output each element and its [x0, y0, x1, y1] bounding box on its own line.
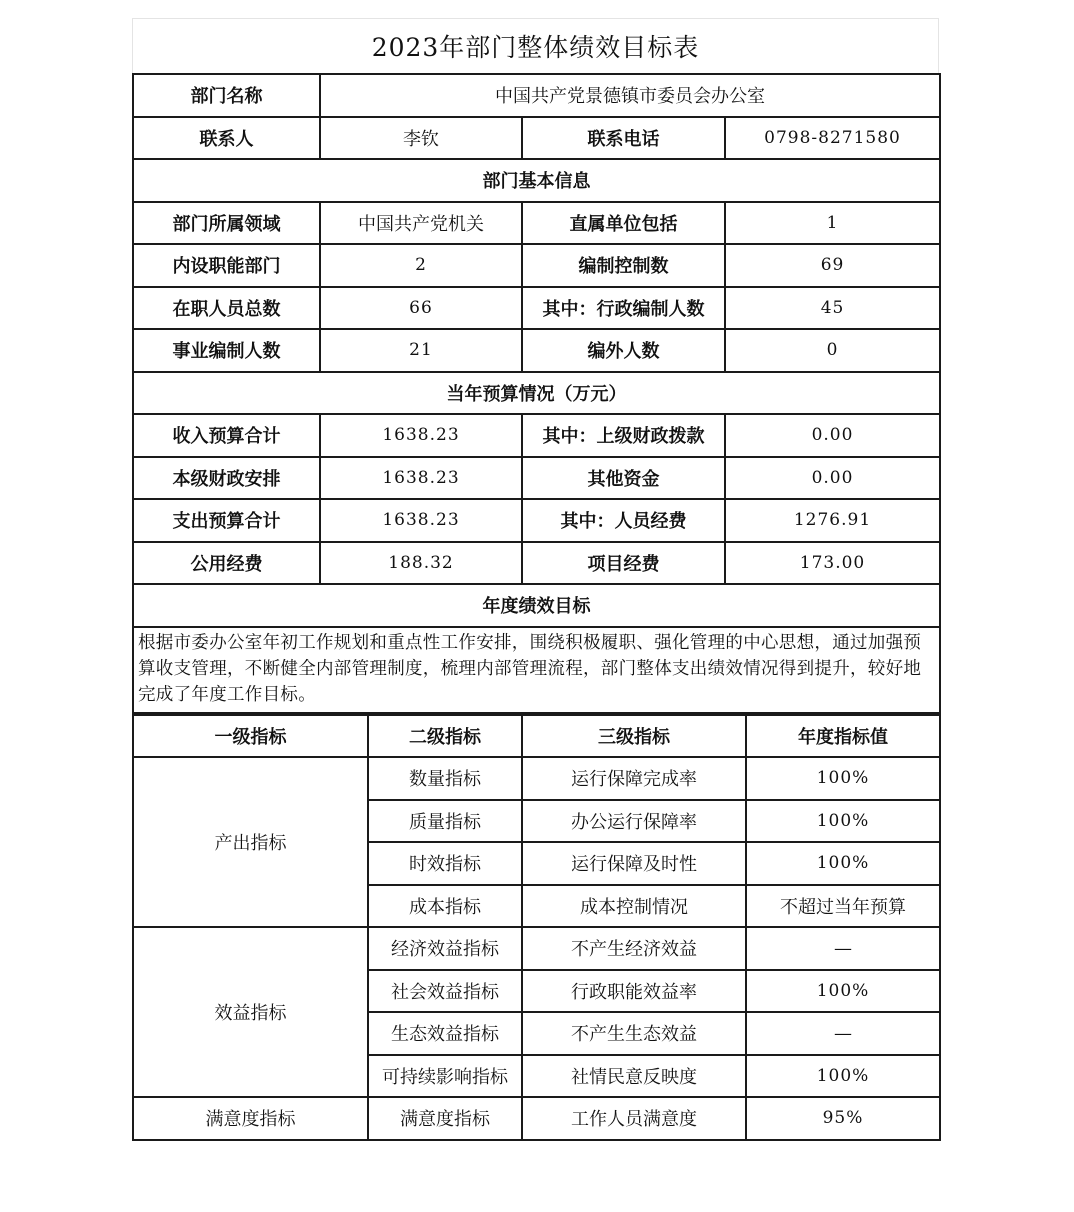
- contact-row: [133, 117, 940, 160]
- institution-staff-value: 21: [320, 329, 522, 372]
- personnel-cost-label: 其中：人员经费: [522, 499, 725, 542]
- quota-value: 69: [725, 244, 940, 287]
- satisfaction-indicator-group: 满意度指标: [133, 1097, 368, 1140]
- contact-label: 联系人: [133, 117, 320, 160]
- expense-value: 1638.23: [320, 499, 522, 542]
- dept-name-row: [133, 74, 940, 117]
- level3-cell: 不产生经济效益: [522, 927, 746, 970]
- value-cell: 95%: [746, 1097, 940, 1140]
- table-row: [133, 202, 940, 245]
- level3-cell: 工作人员满意度: [522, 1097, 746, 1140]
- table-row: [133, 757, 940, 800]
- personnel-cost-value: 1276.91: [725, 499, 940, 542]
- extra-staff-value: 0: [725, 329, 940, 372]
- level3-cell: 行政职能效益率: [522, 970, 746, 1013]
- level2-cell: 可持续影响指标: [368, 1055, 522, 1098]
- field-value: 中国共产党机关: [320, 202, 522, 245]
- table-row: [133, 287, 940, 330]
- local-funding-value: 1638.23: [320, 457, 522, 500]
- dept-name-value: 中国共产党景德镇市委员会办公室: [320, 74, 940, 117]
- basic-info-section-title: 部门基本信息: [133, 159, 940, 202]
- level3-cell: 运行保障及时性: [522, 842, 746, 885]
- income-label: 收入预算合计: [133, 414, 320, 457]
- expense-label: 支出预算合计: [133, 499, 320, 542]
- field-label: 部门所属领域: [133, 202, 320, 245]
- institution-staff-label: 事业编制人数: [133, 329, 320, 372]
- table-row: [133, 244, 940, 287]
- admin-staff-value: 45: [725, 287, 940, 330]
- value-cell: —: [746, 1012, 940, 1055]
- basic-info-header-row: [133, 159, 940, 202]
- output-indicator-group: 产出指标: [133, 757, 368, 927]
- admin-staff-label: 其中：行政编制人数: [522, 287, 725, 330]
- internal-depts-label: 内设职能部门: [133, 244, 320, 287]
- performance-sheet: [132, 18, 939, 1141]
- dept-name-label: 部门名称: [133, 74, 320, 117]
- page-title: 2023年部门整体绩效目标表: [132, 18, 939, 73]
- extra-staff-label: 编外人数: [522, 329, 725, 372]
- level2-cell: 生态效益指标: [368, 1012, 522, 1055]
- header-level2: 二级指标: [368, 715, 522, 758]
- staff-total-value: 66: [320, 287, 522, 330]
- annual-goal-row: [133, 627, 940, 713]
- phone-label: 联系电话: [522, 117, 725, 160]
- staff-total-label: 在职人员总数: [133, 287, 320, 330]
- phone-value: 0798-8271580: [725, 117, 940, 160]
- value-cell: 不超过当年预算: [746, 885, 940, 928]
- internal-depts-value: 2: [320, 244, 522, 287]
- level3-cell: 运行保障完成率: [522, 757, 746, 800]
- upper-funding-value: 0.00: [725, 414, 940, 457]
- local-funding-label: 本级财政安排: [133, 457, 320, 500]
- level2-cell: 质量指标: [368, 800, 522, 843]
- level3-cell: 不产生生态效益: [522, 1012, 746, 1055]
- quota-label: 编制控制数: [522, 244, 725, 287]
- level2-cell: 时效指标: [368, 842, 522, 885]
- level2-cell: 经济效益指标: [368, 927, 522, 970]
- table-row: [133, 457, 940, 500]
- benefit-indicator-group: 效益指标: [133, 927, 368, 1097]
- header-level3: 三级指标: [522, 715, 746, 758]
- public-cost-value: 188.32: [320, 542, 522, 585]
- table-row: [133, 542, 940, 585]
- level3-cell: 办公运行保障率: [522, 800, 746, 843]
- indicator-header-row: [133, 715, 940, 758]
- table-row: [133, 414, 940, 457]
- annual-goal-section-title: 年度绩效目标: [133, 584, 940, 627]
- table-row: [133, 1097, 940, 1140]
- value-cell: —: [746, 927, 940, 970]
- level2-cell: 成本指标: [368, 885, 522, 928]
- value-cell: 100%: [746, 757, 940, 800]
- table-row: [133, 927, 940, 970]
- table-row: [133, 499, 940, 542]
- header-value: 年度指标值: [746, 715, 940, 758]
- income-value: 1638.23: [320, 414, 522, 457]
- level2-cell: 满意度指标: [368, 1097, 522, 1140]
- table-row: [133, 329, 940, 372]
- budget-header-row: [133, 372, 940, 415]
- annual-goal-header-row: [133, 584, 940, 627]
- value-cell: 100%: [746, 800, 940, 843]
- units-label: 直属单位包括: [522, 202, 725, 245]
- other-funding-value: 0.00: [725, 457, 940, 500]
- project-cost-value: 173.00: [725, 542, 940, 585]
- upper-funding-label: 其中：上级财政拨款: [522, 414, 725, 457]
- dept-info-table: [132, 73, 941, 714]
- value-cell: 100%: [746, 1055, 940, 1098]
- project-cost-label: 项目经费: [522, 542, 725, 585]
- level2-cell: 社会效益指标: [368, 970, 522, 1013]
- value-cell: 100%: [746, 842, 940, 885]
- budget-section-title: 当年预算情况（万元）: [133, 372, 940, 415]
- value-cell: 100%: [746, 970, 940, 1013]
- contact-value: 李钦: [320, 117, 522, 160]
- level2-cell: 数量指标: [368, 757, 522, 800]
- other-funding-label: 其他资金: [522, 457, 725, 500]
- level3-cell: 成本控制情况: [522, 885, 746, 928]
- indicator-table: [132, 714, 941, 1141]
- units-value: 1: [725, 202, 940, 245]
- public-cost-label: 公用经费: [133, 542, 320, 585]
- level3-cell: 社情民意反映度: [522, 1055, 746, 1098]
- annual-goal-text: 根据市委办公室年初工作规划和重点性工作安排，围绕积极履职、强化管理的中心思想，通过加强预算收支管理，不断健全内部管理制度，梳理内部管理流程，部门整体支出绩效情况得到提升，较好地完成了年度工作目标。: [133, 627, 940, 713]
- header-level1: 一级指标: [133, 715, 368, 758]
